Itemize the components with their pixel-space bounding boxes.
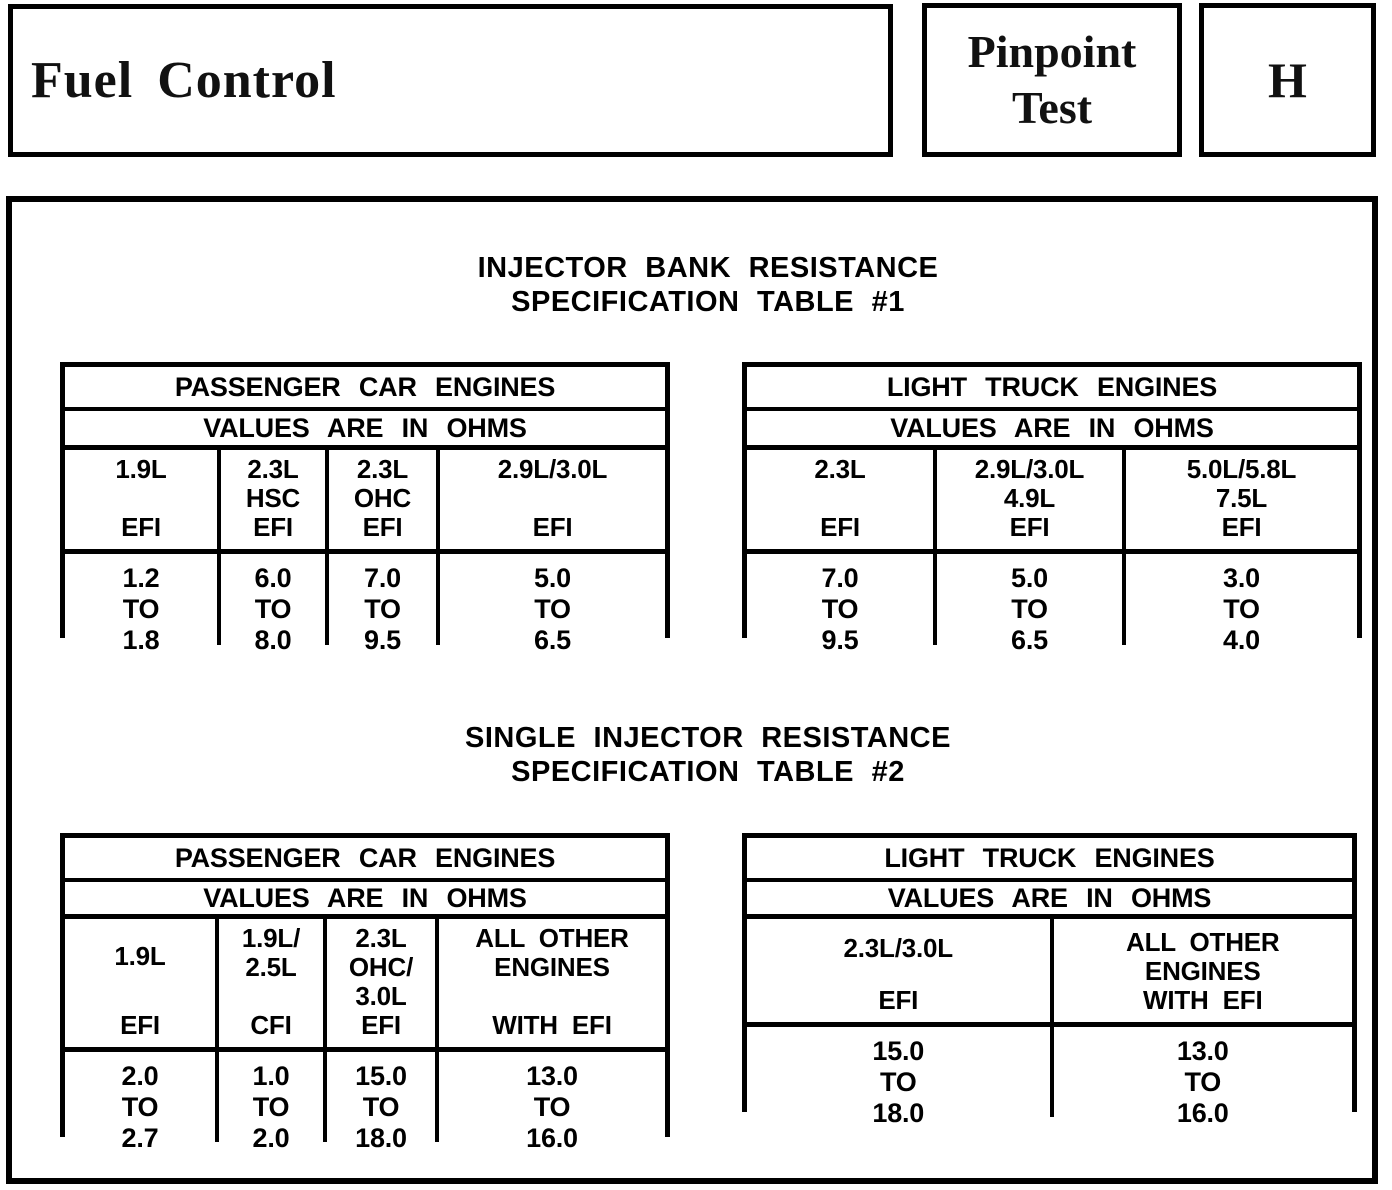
fuel-system: EFI — [361, 1010, 401, 1040]
engine-name: 2.3L — [355, 923, 407, 953]
group-header: PASSENGER CAR ENGINES — [65, 367, 665, 407]
resistance-range: 2.0 TO 2.7 — [65, 1047, 215, 1142]
engine-name: WITH EFI — [1143, 985, 1263, 1015]
group-header: LIGHT TRUCK ENGINES — [747, 838, 1352, 878]
fuel-system: EFI — [1009, 512, 1050, 542]
table1-passenger-car-engines — [60, 362, 670, 655]
test-letter: H — [1268, 52, 1307, 108]
resistance-range: 7.0 TO 9.5 — [325, 549, 436, 645]
resistance-range: 1.0 TO 2.0 — [215, 1047, 323, 1142]
units-header: VALUES ARE IN OHMS — [65, 878, 665, 914]
resistance-range: 13.0 TO 16.0 — [1050, 1022, 1353, 1117]
engine-name: 1.9L — [115, 454, 167, 484]
engine-name: 2.3L — [814, 454, 866, 484]
fuel-system: WITH EFI — [492, 1010, 612, 1040]
engine-name: 1.9L — [114, 941, 166, 971]
engine-column-header — [65, 445, 217, 549]
engine-column-header — [435, 914, 665, 1047]
table1-light-truck-engines — [742, 362, 1362, 655]
table2-passenger-car-engines — [60, 833, 670, 1153]
engine-name: ENGINES — [1144, 956, 1261, 986]
header-box-test-letter — [1199, 3, 1376, 157]
fuel-system: CFI — [250, 1010, 292, 1040]
resistance-range: 7.0 TO 9.5 — [747, 549, 933, 645]
table2-title-line1: SINGLE INJECTOR RESISTANCE — [465, 722, 951, 754]
resistance-range: 15.0 TO 18.0 — [747, 1022, 1050, 1117]
engine-name: 1.9L/ — [241, 923, 301, 953]
table2-title — [24, 721, 1392, 789]
pinpoint-label-line1: Pinpoint — [967, 26, 1137, 77]
engine-column-header — [1050, 914, 1353, 1022]
engine-name: 2.3L — [247, 454, 299, 484]
engine-name: 3.0L — [355, 981, 407, 1011]
engine-column-header — [215, 914, 323, 1047]
resistance-range: 3.0 TO 4.0 — [1122, 549, 1357, 645]
engine-name: ALL OTHER — [1126, 927, 1280, 957]
fuel-system: EFI — [532, 512, 573, 542]
units-header: VALUES ARE IN OHMS — [65, 407, 665, 445]
engine-name: OHC/ — [348, 952, 414, 982]
engine-column-header — [747, 445, 933, 549]
resistance-range: 1.2 TO 1.8 — [65, 549, 217, 645]
table2-title-line2: SPECIFICATION TABLE #2 — [511, 756, 905, 788]
engine-name: 2.3L/3.0L — [843, 933, 953, 963]
group-header: LIGHT TRUCK ENGINES — [747, 367, 1357, 407]
engine-name: ENGINES — [494, 952, 610, 982]
resistance-range: 5.0 TO 6.5 — [933, 549, 1122, 645]
engine-name: ALL OTHER — [475, 923, 629, 953]
header-box-pinpoint-test — [922, 3, 1182, 157]
fuel-system: EFI — [820, 512, 860, 542]
engine-name: 2.9L/3.0L — [497, 454, 608, 484]
engine-name: 4.9L — [1003, 483, 1056, 513]
resistance-range: 6.0 TO 8.0 — [217, 549, 325, 645]
table1-title-line1: INJECTOR BANK RESISTANCE — [477, 252, 939, 284]
fuel-system: EFI — [121, 512, 161, 542]
resistance-range: 5.0 TO 6.5 — [436, 549, 665, 645]
engine-name: OHC — [353, 483, 412, 513]
engine-column-header — [325, 445, 436, 549]
engine-column-header — [436, 445, 665, 549]
engine-name: 2.9L/3.0L — [974, 454, 1085, 484]
table1-title-line2: SPECIFICATION TABLE #1 — [511, 286, 905, 318]
pinpoint-label-line2: Test — [1011, 82, 1093, 133]
engine-column-header — [65, 914, 215, 1047]
fuel-system: EFI — [253, 512, 293, 542]
header-box-fuel-control — [8, 4, 893, 157]
table1-title — [24, 251, 1392, 319]
fuel-system: EFI — [120, 1010, 160, 1040]
fuel-system: EFI — [878, 985, 919, 1015]
page-title: Fuel Control — [31, 52, 337, 109]
engine-name: 2.5L — [245, 952, 297, 982]
group-header: PASSENGER CAR ENGINES — [65, 838, 665, 878]
resistance-range: 13.0 TO 16.0 — [435, 1047, 665, 1142]
units-header: VALUES ARE IN OHMS — [747, 878, 1352, 914]
engine-name: 5.0L/5.8L — [1186, 454, 1297, 484]
fuel-system: EFI — [1221, 512, 1262, 542]
fuel-system: EFI — [362, 512, 403, 542]
engine-column-header — [323, 914, 435, 1047]
engine-name: HSC — [245, 483, 301, 513]
engine-column-header — [1122, 445, 1357, 549]
engine-column-header — [747, 914, 1050, 1022]
engine-name: 7.5L — [1215, 483, 1268, 513]
table2-light-truck-engines — [742, 833, 1357, 1128]
engine-column-header — [933, 445, 1122, 549]
units-header: VALUES ARE IN OHMS — [747, 407, 1357, 445]
engine-name: 2.3L — [356, 454, 409, 484]
engine-column-header — [217, 445, 325, 549]
resistance-range: 15.0 TO 18.0 — [323, 1047, 435, 1142]
